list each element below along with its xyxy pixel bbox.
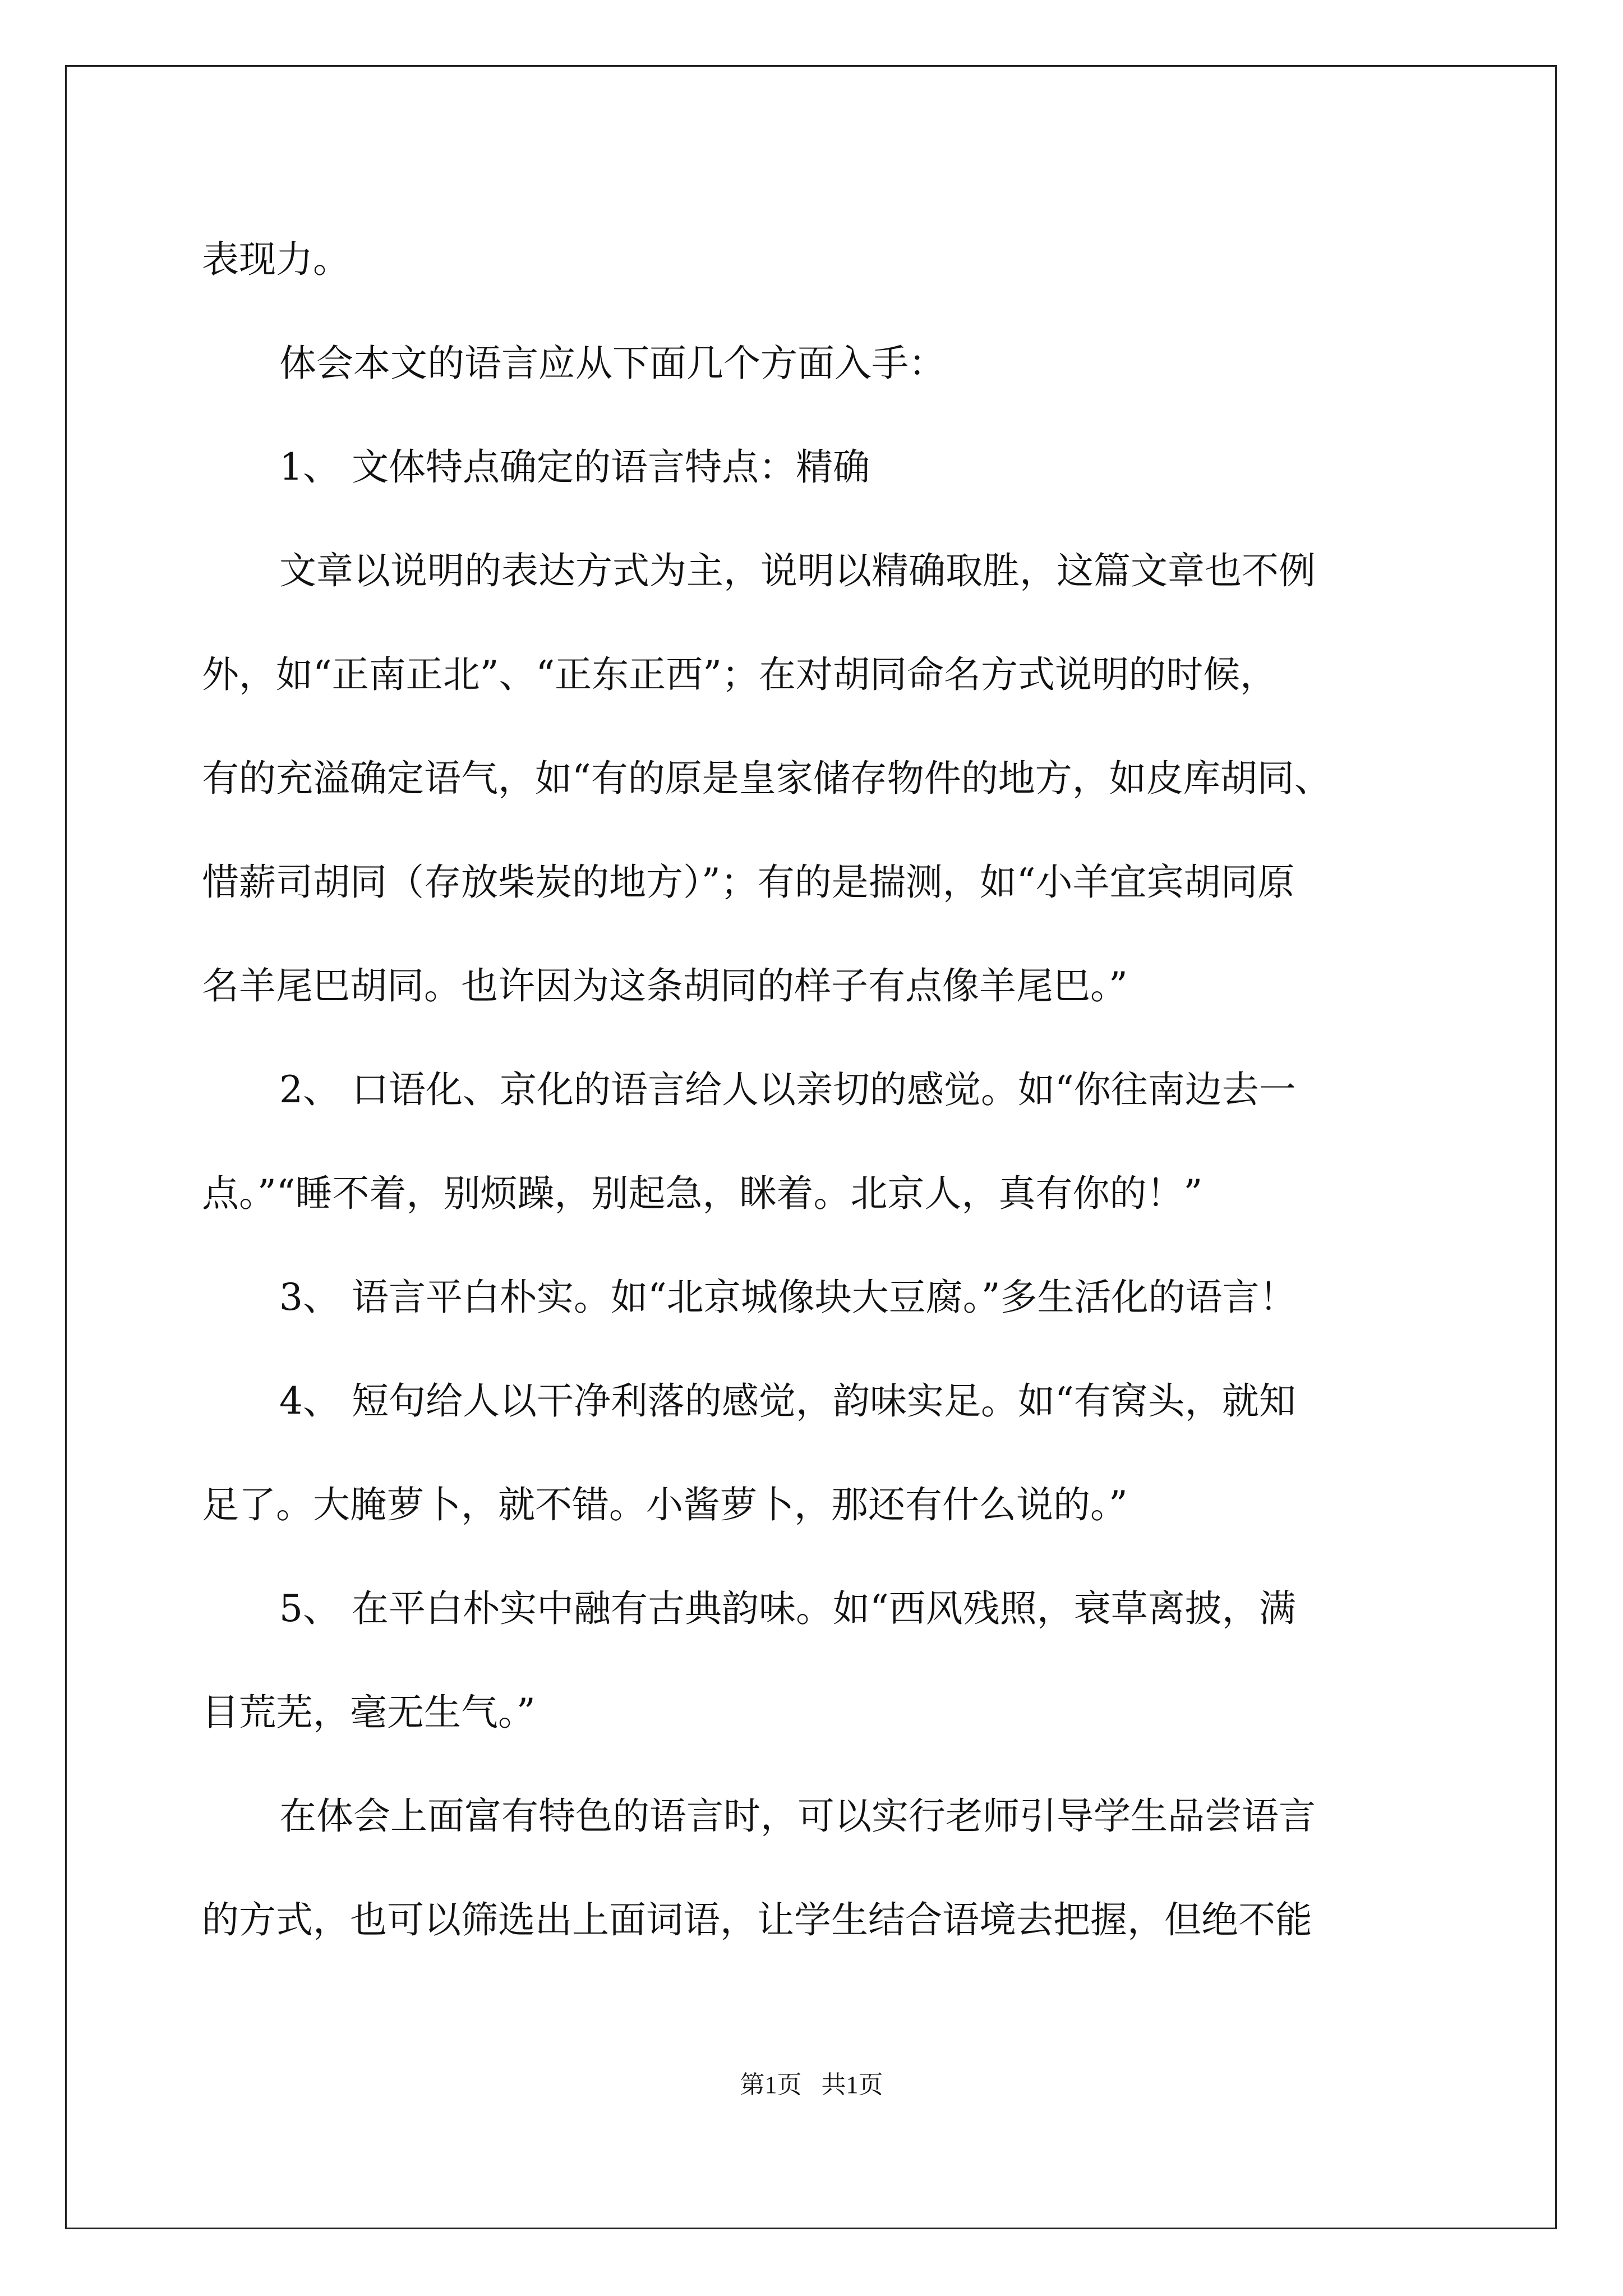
text-line: 点。”“睡不着，别烦躁，别起急，眯着。北京人，真有你的！” xyxy=(202,1172,1203,1215)
paragraph-line: 文章以说明的表达方式为主，说明以精确取胜，这篇文章也不例 xyxy=(279,549,1316,592)
page-footer xyxy=(0,2064,1623,2100)
text-line: 的方式，也可以筛选出上面词语，让学生结合语境去把握，但绝不能 xyxy=(202,1898,1312,1941)
paragraph-line: 体会本文的语言应从下面几个方面入手： xyxy=(279,342,946,385)
list-item-5: 5、 在平白朴实中融有古典韵味。如“西风残照，衰草离披，满 xyxy=(279,1587,1296,1630)
text-line: 有的充溢确定语气，如“有的原是皇家储存物件的地方，如皮库胡同、 xyxy=(202,757,1331,800)
list-item-1: 1、 文体特点确定的语言特点：精确 xyxy=(279,445,870,489)
page-number-total: 共1页 xyxy=(821,2071,883,2099)
text-line: 名羊尾巴胡同。也许因为这条胡同的样子有点像羊尾巴。” xyxy=(202,964,1128,1007)
text-line: 足了。大腌萝卜，就不错。小酱萝卜，那还有什么说的。” xyxy=(202,1483,1128,1526)
list-item-3: 3、 语言平白朴实。如“北京城像块大豆腐。”多生活化的语言！ xyxy=(279,1276,1297,1319)
page-number-current: 第1页 xyxy=(740,2071,802,2099)
list-item-4: 4、 短句给人以干净利落的感觉，韵味实足。如“有窝头，就知 xyxy=(279,1379,1296,1423)
text-line: 外，如“正南正北”、“正东正西”；在对胡同命名方式说明的时候， xyxy=(202,653,1277,696)
text-line: 表现力。 xyxy=(202,238,350,281)
paragraph-line: 在体会上面富有特色的语言时，可以实行老师引导学生品尝语言 xyxy=(279,1795,1316,1838)
list-item-2: 2、 口语化、京化的语言给人以亲切的感觉。如“你往南边去一 xyxy=(279,1068,1296,1111)
text-line: 目荒芜，毫无生气。” xyxy=(202,1691,536,1734)
document-body xyxy=(202,208,1436,1972)
text-line: 惜薪司胡同（存放柴炭的地方）”；有的是揣测，如“小羊宜宾胡同原 xyxy=(202,861,1295,904)
